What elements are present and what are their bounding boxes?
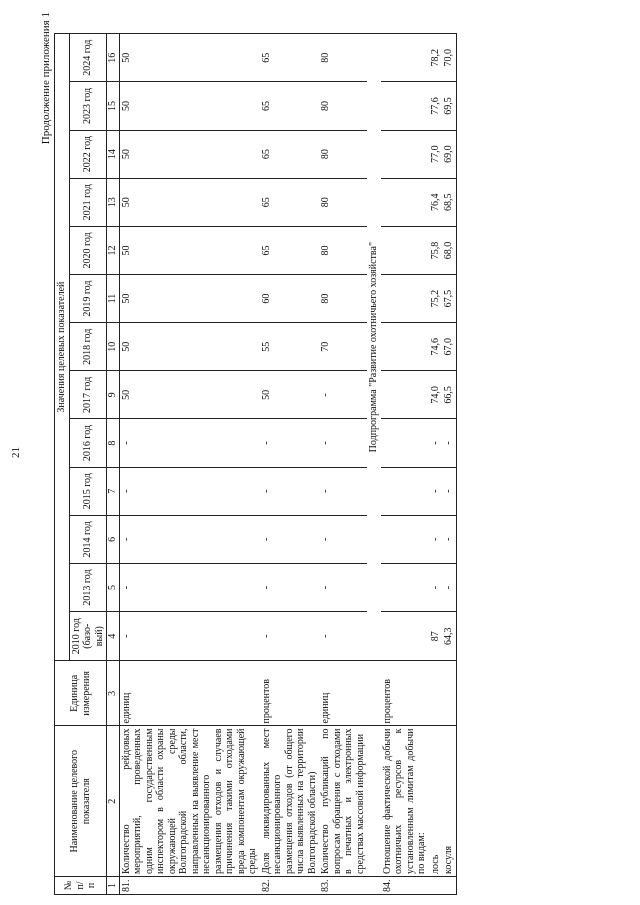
column-number: 11 <box>107 275 120 323</box>
header-year: 2019 год <box>69 275 107 323</box>
column-number: 8 <box>107 419 120 467</box>
header-year: 2017 год <box>69 371 107 419</box>
value-cell: 75,8 <box>429 226 443 274</box>
header-year: 2022 год <box>69 130 107 178</box>
indicator-unit: процентов <box>260 661 320 726</box>
value-cell: - <box>119 515 260 563</box>
value-cell: - <box>119 467 260 515</box>
value-cell: - <box>119 419 260 467</box>
value-cell: - <box>319 563 367 611</box>
value-cell: 80 <box>319 178 367 226</box>
indicators-table <box>54 33 457 895</box>
value-cell: 55 <box>260 323 320 371</box>
value-cell: 76,4 <box>429 178 443 226</box>
row-number: 82. <box>260 876 320 894</box>
table-row <box>429 34 443 895</box>
value-cell: - <box>260 612 320 661</box>
value-cell: 50 <box>119 323 260 371</box>
table-row <box>119 34 260 895</box>
column-number: 16 <box>107 34 120 82</box>
value-cell: 67,0 <box>442 323 456 371</box>
header-values-group: Значения целевых показателей <box>55 34 70 661</box>
header-unit: Единица измерения <box>55 661 107 726</box>
value-cell: 67,5 <box>442 275 456 323</box>
table-row <box>319 34 367 895</box>
column-number: 1 <box>107 876 120 894</box>
indicator-name: Доля ликвидированных мест несанкционированного размещения отходов (от общего числа выявленных на территории Волгоградской области) <box>260 726 320 876</box>
value-cell: - <box>319 515 367 563</box>
value-cell: 69,5 <box>442 82 456 130</box>
column-number: 14 <box>107 130 120 178</box>
species-label: косуля <box>442 726 456 876</box>
header-year: 2013 год <box>69 563 107 611</box>
column-number: 12 <box>107 226 120 274</box>
header-name: Наименование целевого показателя <box>55 726 107 876</box>
value-cell: 64,3 <box>442 612 456 661</box>
column-number: 7 <box>107 467 120 515</box>
column-number: 4 <box>107 612 120 661</box>
value-cell: 65 <box>260 226 320 274</box>
value-cell: 80 <box>319 130 367 178</box>
value-cell: 75,2 <box>429 275 443 323</box>
column-number: 2 <box>107 726 120 876</box>
value-cell: 80 <box>319 82 367 130</box>
value-cell: 50 <box>119 130 260 178</box>
row-number: 84. <box>381 876 429 894</box>
value-cell: - <box>260 419 320 467</box>
value-cell: 74,0 <box>429 371 443 419</box>
value-cell: - <box>319 371 367 419</box>
page-number: 21 <box>10 447 22 458</box>
value-cell: - <box>429 515 443 563</box>
value-cell: 50 <box>119 226 260 274</box>
value-cell: 77,6 <box>429 82 443 130</box>
row-number: 81. <box>119 876 260 894</box>
species-label: лось <box>429 726 443 876</box>
value-cell: 68,5 <box>442 178 456 226</box>
header-year: 2021 год <box>69 178 107 226</box>
header-year: 2024 год <box>69 34 107 82</box>
value-cell: 60 <box>260 275 320 323</box>
value-cell: 50 <box>119 34 260 82</box>
header-year: 2015 год <box>69 467 107 515</box>
value-cell: - <box>319 612 367 661</box>
value-cell: - <box>319 467 367 515</box>
value-cell: - <box>260 467 320 515</box>
column-number: 15 <box>107 82 120 130</box>
value-cell: 50 <box>119 275 260 323</box>
value-cell: 80 <box>319 34 367 82</box>
header-year: 2010 год (базо-вый) <box>69 612 107 661</box>
value-cell: 70 <box>319 323 367 371</box>
table-row <box>260 34 320 895</box>
value-cell: - <box>442 419 456 467</box>
value-cell: - <box>119 563 260 611</box>
value-cell: - <box>442 515 456 563</box>
table-row <box>442 34 456 895</box>
column-number: 9 <box>107 371 120 419</box>
value-cell: 50 <box>119 178 260 226</box>
value-cell: - <box>442 467 456 515</box>
row-number: 83. <box>319 876 367 894</box>
value-cell: - <box>429 419 443 467</box>
value-cell: 50 <box>260 371 320 419</box>
value-cell: 87 <box>429 612 443 661</box>
header-year: 2023 год <box>69 82 107 130</box>
indicator-unit: единиц <box>319 661 367 726</box>
indicator-unit: процентов <box>381 661 429 726</box>
subprogram-row <box>367 34 381 895</box>
value-cell: 74,6 <box>429 323 443 371</box>
indicator-name: Отношение фактической добычи охотничьих ресурсов к установленным лимитам добычи по видам: <box>381 726 429 876</box>
value-cell: - <box>260 515 320 563</box>
value-cell: 80 <box>319 275 367 323</box>
column-number: 3 <box>107 661 120 726</box>
value-cell: - <box>319 419 367 467</box>
value-cell: 50 <box>119 82 260 130</box>
indicator-unit: единиц <box>119 661 260 726</box>
value-cell: 80 <box>319 226 367 274</box>
continuation-note: Продолжение приложения 1 <box>40 12 52 145</box>
column-number: 13 <box>107 178 120 226</box>
value-cell: 69,0 <box>442 130 456 178</box>
value-cell: 70,0 <box>442 34 456 82</box>
value-cell: - <box>119 612 260 661</box>
column-number: 6 <box>107 515 120 563</box>
value-cell: - <box>260 563 320 611</box>
column-number: 10 <box>107 323 120 371</box>
subprogram-title: Подпрограмма "Развитие охотничьего хозяйства" <box>367 34 381 661</box>
header-year: 2020 год <box>69 226 107 274</box>
header-num: № п/п <box>55 876 107 894</box>
table-row <box>381 34 429 895</box>
indicator-name: Количество рейдовых мероприятий, проведенных одним государственным инспектором в области охраны окружающей среды Волгоградской области, направленных на выявление мест несанкционированного размещения отходов и случаев причинения такими отходами вреда компонентам окружающей среды <box>119 726 260 876</box>
value-cell: 65 <box>260 34 320 82</box>
header-year: 2018 год <box>69 323 107 371</box>
column-numbers-row <box>107 34 120 895</box>
value-cell: 50 <box>119 371 260 419</box>
value-cell: 66,5 <box>442 371 456 419</box>
value-cell: 78,2 <box>429 34 443 82</box>
value-cell: 65 <box>260 130 320 178</box>
value-cell: 65 <box>260 178 320 226</box>
header-year: 2016 год <box>69 419 107 467</box>
column-number: 5 <box>107 563 120 611</box>
value-cell: - <box>442 563 456 611</box>
value-cell: - <box>429 563 443 611</box>
value-cell: 65 <box>260 82 320 130</box>
indicator-name: Количество публикаций по вопросам обращения с отходами в печатных и электронных средствах массовой информации <box>319 726 367 876</box>
value-cell: - <box>429 467 443 515</box>
value-cell: 68,0 <box>442 226 456 274</box>
header-year: 2014 год <box>69 515 107 563</box>
value-cell: 77,0 <box>429 130 443 178</box>
